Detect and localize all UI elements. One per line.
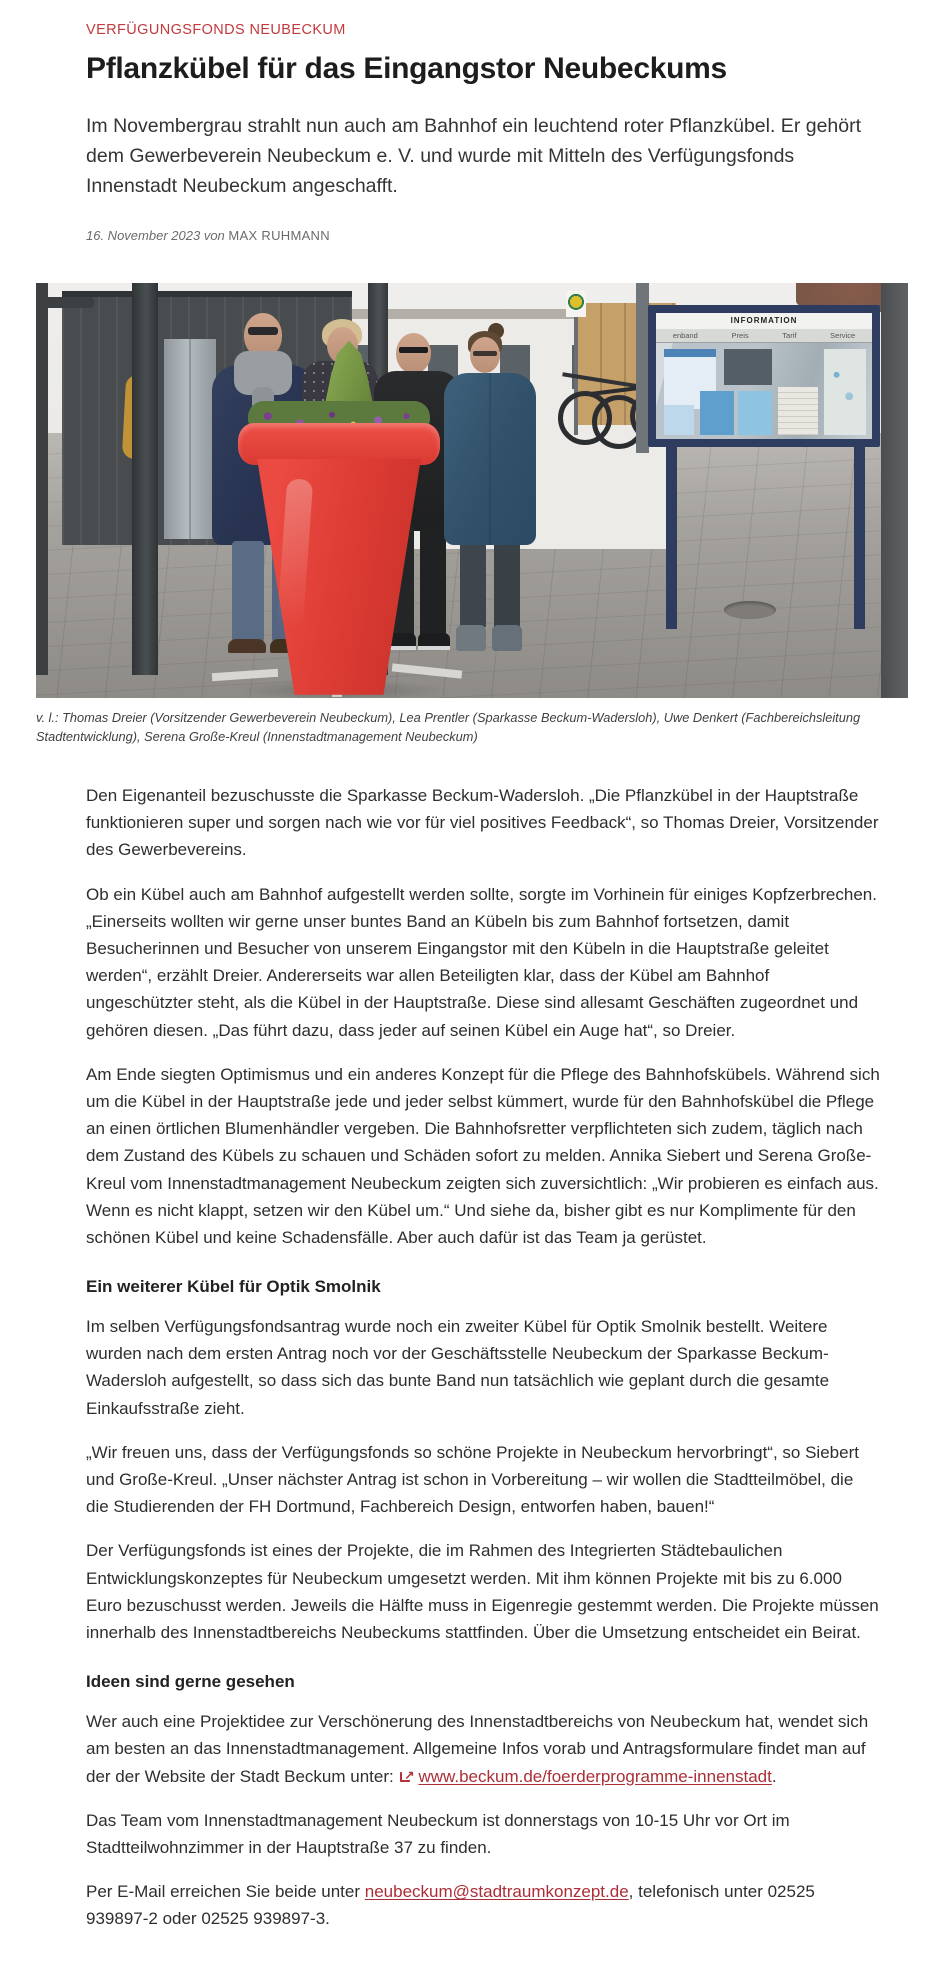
photo-board-leg	[666, 447, 677, 629]
publish-date: 16. November 2023	[86, 227, 201, 243]
article-body	[86, 782, 880, 1932]
paragraph: „Wir freuen uns, dass der Verfügungsfonds so schöne Projekte in Neubeckum hervorbringt“, so Siebert und Große-Kreul. „Unser nächster Antrag ist schon in Vorbereitung – wir wollen die Stadtteilmöbel, die die Studierenden der FH Dortmund, Fachbereich Design, entworfen haben, bauen!“	[86, 1442, 859, 1517]
photo-left-pole	[36, 283, 48, 675]
paragraph: Den Eigenanteil bezuschusste die Sparkasse Beckum-Wadersloh. „Die Pflanzkübel in der Hauptstraße funktionieren super und sorgen nach wie vor für viel positives Feedback“, so Thomas Dreier, Vorsitzender des Gewerbevereins.	[86, 786, 879, 860]
photo-person-grosse-kreul-leg	[460, 545, 486, 627]
email-link[interactable]: neubeckum@stadtraumkonzept.de	[364, 1882, 629, 1902]
photo-glasses	[473, 351, 497, 356]
byline-prefix: von	[203, 227, 225, 243]
photo-person-dreier-leg	[232, 541, 264, 643]
photo-poster	[664, 405, 694, 435]
paragraph: Am Ende siegten Optimismus und ein anderes Konzept für die Pflege des Bahnhofskübels. Während sich um die Kübel in der Hauptstraße jede und jeder selbst kümmert, wurde für den Bahnhofskübel die Pflege an einen örtlichen Blumenhändler vergeben. Die Bahnhofsretter verpflichteten sich zudem, täglich nach dem Zustand des Kübels zu schauen und Schäden sofort zu melden. Annika Siebert und Serena Große-Kreul vom Innenstadtmanagement Neubeckum zeigten sich zuversichtlich: „Wir probieren es einfach aus. Wenn es nicht klappt, setzen wir den Kübel um.“ Und siehe da, bisher gibt es nur Komplimente für den schönen Kübel und keine Schadensfälle. Aber auch dafür ist das Team ja gerüstet.	[86, 1064, 880, 1247]
board-tab: enband	[672, 330, 698, 340]
article-photo	[36, 283, 908, 698]
subheading-ideen: Ideen sind gerne gesehen	[86, 1672, 295, 1692]
paragraph-text: , telefonisch unter 02525 939897-2 oder 02525 939897-3.	[86, 1882, 815, 1929]
article-figure	[36, 283, 908, 746]
board-tab: Service	[830, 330, 856, 340]
photo-boot	[456, 625, 486, 651]
photo-boot	[492, 625, 522, 651]
paragraph-text: Per E-Mail erreichen Sie beide unter	[86, 1882, 365, 1902]
beckum-website-link[interactable]: www.beckum.de/foerderprogramme-innenstadt	[418, 1766, 772, 1786]
byline	[86, 228, 880, 243]
photo-board-reflection	[724, 349, 772, 385]
author-name: MAX RUHMANN	[228, 227, 330, 243]
photo-shed-door	[164, 339, 216, 539]
photo-shoe	[228, 639, 266, 653]
photo-info-board-title: INFORMATION	[656, 313, 872, 329]
lead-paragraph: Im Novembergrau strahlt nun auch am Bahnhof ein leuchtend roter Pflanzkübel. Er gehört dem Gewerbeverein Neubeckum e. V. und wurde mit Mitteln des Verfügungsfonds Innenstadt Neubeckum angeschafft.	[86, 114, 862, 198]
photo-sunglasses	[248, 327, 278, 335]
photo-bus-stop-sign	[566, 291, 586, 317]
photo-timetable	[778, 387, 818, 435]
photo-glasses	[399, 347, 428, 353]
photo-person-grosse-kreul-coat	[444, 373, 536, 545]
photo-street-pole	[132, 283, 158, 675]
paragraph: Ob ein Kübel auch am Bahnhof aufgestellt werden sollte, sorgte im Vorhinein für einiges Kopfzerbrechen. „Einerseits wollten wir gerne unser buntes Band an Kübeln bis zum Bahnhof fortsetzen, damit Besucherinnen und Besucher von unserem Eingangstor mit den Kübeln in die Hauptstraße geleitet werden“, erzählt Dreier. Andererseits war allen Beteiligten klar, dass der Kübel am Bahnhof ungeschützter steht, als die Kübel in der Hauptstraße. Diese sind allesamt Geschäften zugeordnet und gehören diesen. „Das führt dazu, dass jeder auf seinen Kübel ein Auge hat“, so Dreier.	[86, 884, 877, 1040]
category-label[interactable]: VERFÜGUNGSFONDS NEUBECKUM	[86, 22, 346, 38]
photo-map-poster	[824, 349, 866, 435]
paragraph-with-link	[86, 1878, 880, 1932]
photo-shoe	[418, 633, 450, 650]
paragraph-text: .	[771, 1766, 777, 1786]
photo-right-pole	[881, 283, 908, 698]
paragraph-with-link	[86, 1708, 880, 1790]
paragraph: Das Team vom Innenstadtmanagement Neubeckum ist donnerstags von 10-15 Uhr vor Ort im Stadtteilwohnzimmer in der Hauptstraße 37 zu finden.	[86, 1810, 790, 1857]
photo-person-denkert-leg	[420, 527, 446, 637]
photo-manhole	[724, 601, 776, 619]
photo-caption: v. l.: Thomas Dreier (Vorsitzender Gewerbeverein Neubeckum), Lea Prentler (Sparkasse Beckum-Wadersloh), Uwe Denkert (Fachbereichsleitung Stadtentwicklung), Serena Große-Kreul (Innenstadtmanagement Neubeckum)	[36, 709, 861, 744]
photo-board-leg	[854, 447, 865, 629]
subheading-optik-smolnik: Ein weiterer Kübel für Optik Smolnik	[86, 1277, 381, 1297]
photo-lamp-arm	[36, 297, 94, 308]
paragraph: Im selben Verfügungsfondsantrag wurde noch ein zweiter Kübel für Optik Smolnik bestellt. Weitere wurden nach dem ersten Antrag noch vor der Geschäftsstelle Neubeckum der Sparkasse Beckum-Wadersloh aufgestellt, so dass sich das bunte Band nun tatsächlich wie geplant durch die gesamte Einkaufsstraße zieht.	[86, 1317, 830, 1418]
photo-info-board-tabs	[656, 329, 872, 343]
photo-person-denkert-head	[396, 333, 431, 374]
photo-red-planter-rim	[238, 423, 440, 465]
external-link-icon: ↗	[400, 1770, 413, 1782]
photo-person-grosse-kreul-leg	[494, 545, 520, 627]
paragraph: Der Verfügungsfonds ist eines der Projekte, die im Rahmen des Integrierten Städtebaulichen Entwicklungskonzeptes für Neubeckum umgesetzt werden. Mit ihm können Projekte mit bis zu 6.000 Euro bezuschusst werden. Jeweils die Hälfte muss in Eigenregie gestemmt werden. Die Projekte müssen innerhalb des Innenstadtbereichs Neubeckums stattfinden. Über die Umsetzung entscheidet ein Beirat.	[86, 1541, 879, 1642]
photo-poster	[700, 391, 734, 435]
paragraph-text: Wer auch eine Projektidee zur Verschönerung des Innenstadtbereichs von Neubeckum hat, wendet sich am besten an das Innenstadtmanagement. Allgemeine Infos vorab und Antragsformulare findet man auf der der Website der Stadt Beckum unter:	[86, 1712, 869, 1786]
photo-poster	[738, 391, 772, 435]
page-title: Pflanzkübel für das Eingangstor Neubeckums	[86, 52, 727, 85]
board-tab: Preis	[731, 330, 749, 340]
board-tab: Tarif	[782, 330, 797, 340]
